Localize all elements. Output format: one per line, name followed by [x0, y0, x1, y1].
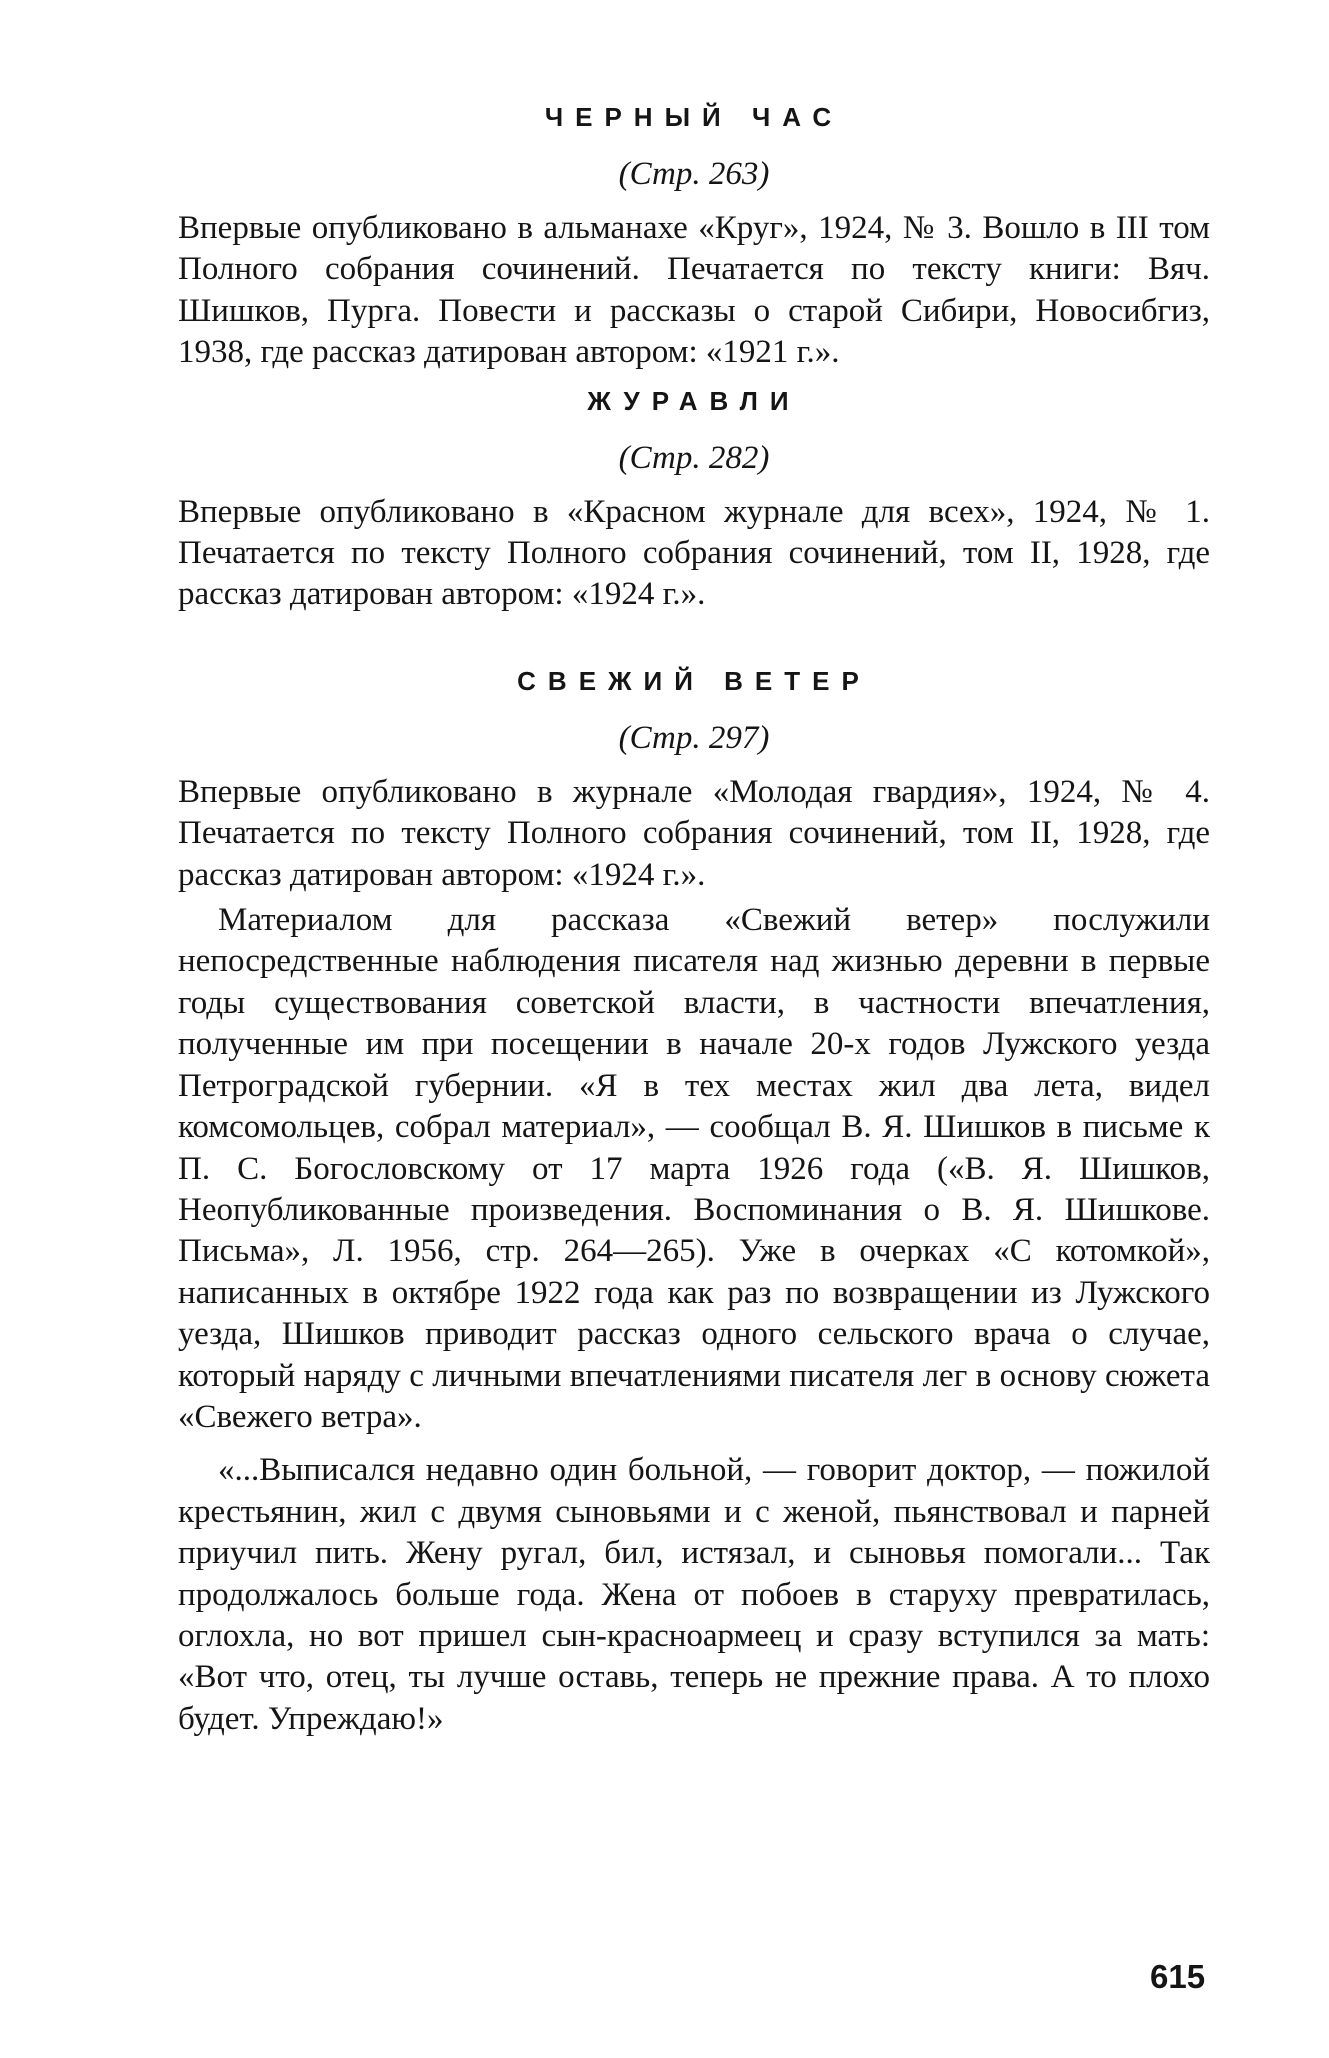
section-title: СВЕЖИЙ ВЕТЕР [517, 665, 871, 696]
section-zhuravli [178, 380, 1210, 616]
commentary-paragraph: Впервые опубликовано в альманахе «Круг», 1924, № 3. Вошло в III том Полного собрания сочинений. Печатается по тексту книги: Вяч. Шишков, Пурга. Повести и рассказы о старой Сибири, Новосибгиз, 1938, где рассказ датирован автором: «1921 г.». [178, 210, 1210, 371]
section-title: ЧЕРНЫЙ ЧАС [544, 102, 844, 132]
document-page [178, 96, 1210, 1740]
page-reference: (Стр. 282) [618, 439, 770, 476]
page-reference: (Стр. 263) [618, 156, 770, 192]
page-number: 615 [1150, 1958, 1206, 1995]
commentary-paragraph: Впервые опубликовано в «Красном журнале для всех», 1924, № 1. Печатается по тексту Полного собрания сочинений, том II, 1928, где рассказ датирован автором: «1924 г.». [178, 493, 1210, 613]
commentary-paragraph: Материалом для рассказа «Свежий ветер» послужили непосредственные наблюдения писателя над жизнью деревни в первые годы существования советской власти, в частности впечатления, полученные им при посещении в начале 20-х годов Лужского уезда Петроградской губернии. «Я в тех местах жил два лета, видел комсомольцев, собрал материал», — сообщал В. Я. Шишков в письме к П. С. Богословскому от 17 марта 1926 года («В. Я. Шишков, Неопубликованные произведения. Воспоминания о В. Я. Шишкове. Письма», Л. 1956, стр. 264—265). Уже в очерках «С котомкой», написанных в октябре 1922 года как раз по возвращении из Лужского уезда, Шишков приводит рассказ одного сельского врача о случае, который наряду с личными впечатлениями писателя лег в основу сюжета «Свежего ветра». [178, 902, 1210, 1435]
section-title: ЖУРАВЛИ [587, 385, 801, 416]
commentary-paragraph: Впервые опубликовано в журнале «Молодая гвардия», 1924, № 4. Печатается по тексту Полного собрания сочинений, том II, 1928, где рассказ датирован автором: «1924 г.». [178, 773, 1210, 893]
page-reference: (Стр. 297) [618, 719, 770, 756]
section-svezhii-veter [178, 660, 1210, 1740]
quotation-paragraph: «...Выписался недавно один больной, — говорит доктор, — пожилой крестьянин, жил с двумя сыновьями и с женой, пьянствовал и парней приучил пить. Жену ругал, бил, истязал, и сыновья помогали... Так продолжалось больше года. Жена от побоев в старуху превратилась, оглохла, но вот пришел сын-красноармеец и сразу вступился за мать: «Вот что, отец, ты лучше оставь, теперь не прежние права. А то плохо будет. Упреждаю!» [178, 1452, 1210, 1737]
section-chernyi-chas [178, 96, 1210, 374]
